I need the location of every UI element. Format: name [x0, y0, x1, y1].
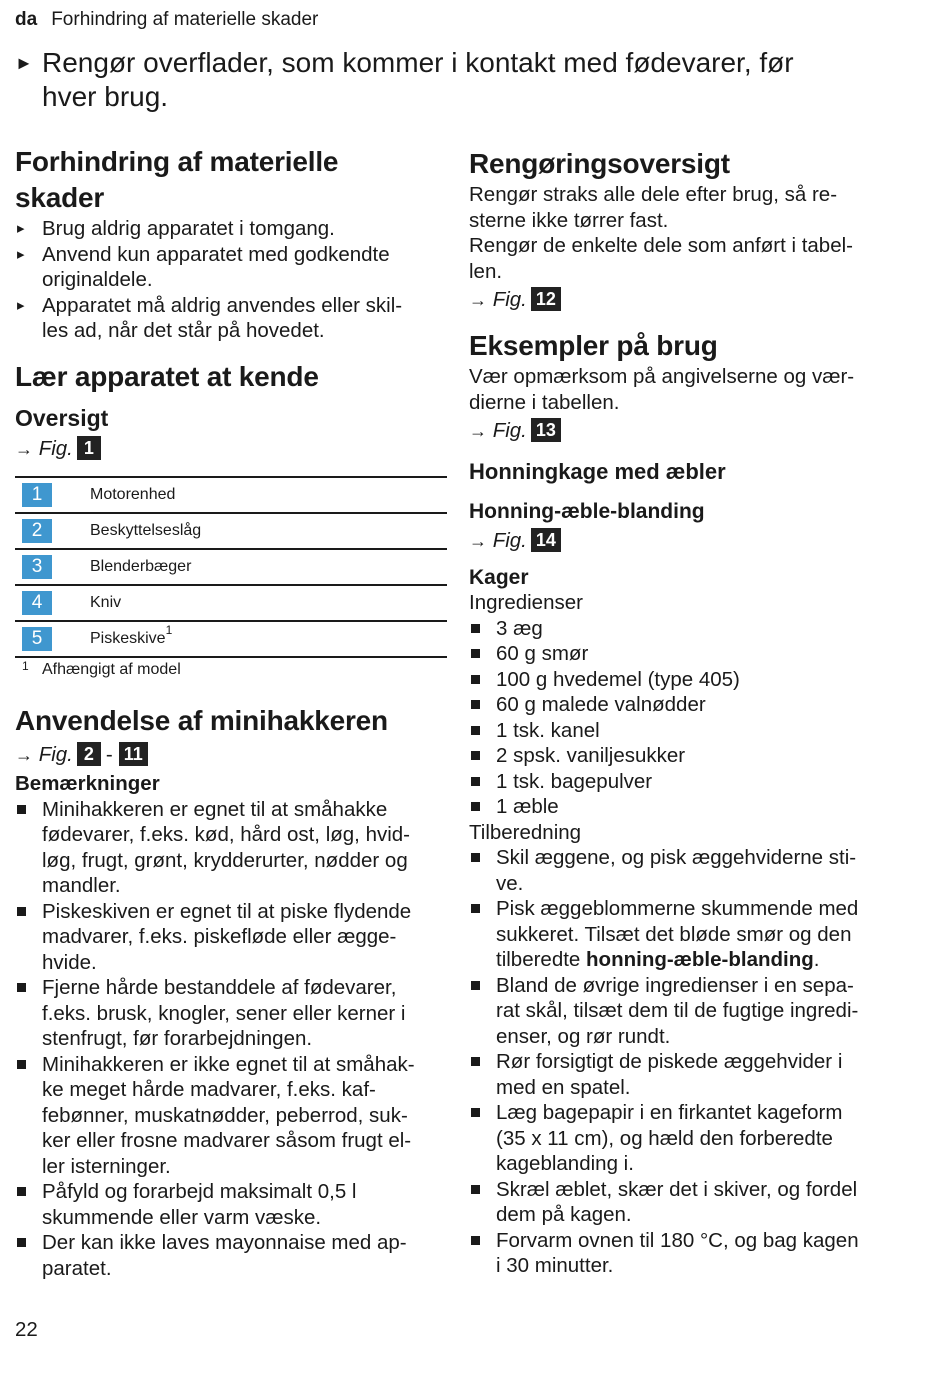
list-item: Skil æggene, og pisk æggehviderne sti- ve.	[469, 845, 901, 896]
figure-number-badge: 14	[531, 528, 561, 552]
examples-section	[469, 328, 901, 1279]
list-item: 60 g malede valnødder	[469, 692, 901, 718]
examples-text: Vær opmærksom på angivelserne og vær- dierne i tabellen.	[469, 365, 855, 414]
table-footnote: 1 Afhængigt af model	[22, 659, 181, 678]
learn-section	[15, 359, 447, 465]
usage-heading: Anvendelse af minihakkeren	[15, 705, 388, 736]
usage-section	[15, 703, 447, 1281]
part-label: Piskeskive$^1$	[90, 623, 173, 647]
square-bullet-icon	[471, 981, 480, 990]
list-item: Rør forsigtigt de piskede æggehvider i med en spatel.	[469, 1049, 901, 1100]
part-number-badge: 5	[22, 627, 52, 651]
figure-number-badge: 2	[77, 742, 101, 766]
list-item: Fjerne hårde bestanddele af fødevarer, f.eks. brusk, knogler, sener eller kerner i stenfrugt, før forarbejdningen.	[15, 975, 447, 1052]
figure-number-badge: 1	[77, 436, 101, 460]
cleaning-text: Rengør straks alle dele efter brug, så re- sterne ikke tørrer fast. Rengør de enkelte dele som anført i tabel- len.	[469, 183, 853, 283]
list-item: 3 æg	[469, 616, 901, 642]
arrow-right-icon: →	[469, 421, 487, 441]
figure-reference: → Fig. 14	[469, 525, 901, 557]
square-bullet-icon	[471, 1108, 480, 1117]
prevention-section	[15, 144, 447, 344]
table-row	[15, 512, 447, 548]
part-number-badge: 2	[22, 519, 52, 543]
square-bullet-icon	[17, 907, 26, 916]
square-bullet-icon	[471, 726, 480, 735]
part-label: Motorenhed	[90, 486, 176, 503]
square-bullet-icon	[471, 777, 480, 786]
list-item: ▸ Apparatet må aldrig anvendes eller skil- les ad, når det står på hovedet.	[15, 293, 447, 344]
table-row	[15, 548, 447, 584]
list-item: Der kan ikke laves mayonnaise med ap- paratet.	[15, 1230, 447, 1281]
overview-heading: Oversigt	[15, 404, 109, 431]
square-bullet-icon	[17, 1060, 26, 1069]
examples-heading: Eksempler på brug	[469, 330, 718, 361]
list-item: Påfyld og forarbejd maksimalt 0,5 l skummende eller varm væske.	[15, 1179, 447, 1230]
square-bullet-icon	[17, 1238, 26, 1247]
table-row	[15, 584, 447, 620]
overview-table	[15, 476, 447, 679]
part-number-badge: 3	[22, 555, 52, 579]
prevention-list	[15, 216, 447, 344]
square-bullet-icon	[471, 624, 480, 633]
square-bullet-icon	[471, 675, 480, 684]
square-bullet-icon	[471, 700, 480, 709]
arrow-right-icon: →	[469, 290, 487, 310]
square-bullet-icon	[471, 649, 480, 658]
list-item: Pisk æggeblommerne skummende med sukkeret. Tilsæt det bløde smør og den tilberedte honning-æble-blanding.	[469, 896, 901, 973]
steps-list	[469, 845, 901, 1279]
figure-number-badge: 13	[531, 418, 561, 442]
cleaning-section	[469, 146, 901, 316]
list-item: Bland de øvrige ingredienser i en sepa- rat skål, tilsæt dem til de fugtige ingredi- enser, og rør rundt.	[469, 973, 901, 1050]
page-number: 22	[15, 1318, 38, 1341]
list-item: 100 g hvedemel (type 405)	[469, 667, 901, 693]
right-column	[469, 146, 901, 1279]
part-label: Beskyttelseslåg	[90, 522, 202, 539]
triangle-bullet-icon: ►	[15, 53, 33, 73]
language-code: da	[15, 9, 38, 30]
arrow-right-icon: →	[469, 530, 487, 551]
arrow-right-icon: →	[15, 745, 33, 765]
learn-heading: Lær apparatet at kende	[15, 360, 319, 392]
ingredients-list	[469, 616, 901, 820]
notes-heading: Bemærkninger	[15, 772, 160, 795]
list-item: Minihakkeren er egnet til at småhakke fødevarer, f.eks. kød, hård ost, løg, hvid- løg, frugt, grønt, krydderurter, nødder og mandler.	[15, 797, 447, 899]
ingredients-label: Ingredienser	[469, 591, 583, 614]
part-label: Kniv	[90, 594, 122, 611]
square-bullet-icon	[471, 904, 480, 913]
figure-reference: → Fig. 13	[469, 415, 901, 447]
table-row	[15, 620, 447, 658]
recipe-heading: Honningkage med æbler	[469, 459, 726, 484]
mix-heading: Honning-æble-blanding	[469, 500, 705, 523]
list-item: 1 æble	[469, 794, 901, 820]
list-item: 60 g smør	[469, 641, 901, 667]
square-bullet-icon	[471, 802, 480, 811]
list-item: Piskeskiven er egnet til at piske flydende madvarer, f.eks. piskefløde eller ægge- hvide.	[15, 899, 447, 976]
footnote-marker: 1	[165, 623, 173, 637]
figure-number-badge: 12	[531, 287, 561, 311]
square-bullet-icon	[471, 1057, 480, 1066]
figure-number-badge: 11	[119, 742, 148, 766]
square-bullet-icon	[17, 805, 26, 814]
arrow-right-icon: →	[15, 438, 33, 459]
preparation-label: Tilberedning	[469, 820, 582, 844]
list-item: 2 spsk. vaniljesukker	[469, 743, 901, 769]
figure-reference: → Fig. 12	[469, 284, 901, 316]
table-row	[15, 476, 447, 512]
list-item: ▸ Anvend kun apparatet med godkendte originaldele.	[15, 242, 447, 293]
list-item: Læg bagepapir i en firkantet kageform (35 x 11 cm), og hæld den forberedte kageblanding i.	[469, 1100, 901, 1177]
running-header	[15, 8, 318, 32]
list-item: ▸ Brug aldrig apparatet i tomgang.	[15, 216, 447, 242]
intro-instruction: ► Rengør overflader, som kommer i kontakt med fødevarer, før hver brug.	[15, 47, 794, 112]
square-bullet-icon	[17, 1187, 26, 1196]
square-bullet-icon	[471, 1185, 480, 1194]
part-label: Blenderbæger	[90, 558, 192, 575]
part-number-badge: 1	[22, 483, 52, 507]
list-item: 1 tsk. bagepulver	[469, 769, 901, 795]
square-bullet-icon	[471, 1236, 480, 1245]
square-bullet-icon	[471, 853, 480, 862]
list-item: 1 tsk. kanel	[469, 718, 901, 744]
cleaning-heading: Rengøringsoversigt	[469, 148, 730, 179]
figure-reference: → Fig. 1	[15, 433, 447, 465]
left-column	[15, 140, 447, 465]
figure-reference: → Fig. 2 - 11	[15, 739, 447, 771]
list-item: Minihakkeren er ikke egnet til at småhak- ke meget hårde madvarer, f.eks. kaf- febønner, muskatnødder, peberrod, suk- ker eller frosne madvarer såsom frugt el- ler isterninger.	[15, 1052, 447, 1180]
square-bullet-icon	[471, 751, 480, 760]
list-item: Skræl æblet, skær det i skiver, og fordel dem på kagen.	[469, 1177, 901, 1228]
list-item: Forvarm ovnen til 180 °C, og bag kagen i 30 minutter.	[469, 1228, 901, 1279]
header-title: Forhindring af materielle skader	[51, 9, 319, 30]
square-bullet-icon	[17, 983, 26, 992]
prevention-heading: Forhindring af materielle skader	[15, 146, 339, 213]
cakes-heading: Kager	[469, 565, 529, 589]
notes-list	[15, 797, 447, 1282]
part-number-badge: 4	[22, 591, 52, 615]
